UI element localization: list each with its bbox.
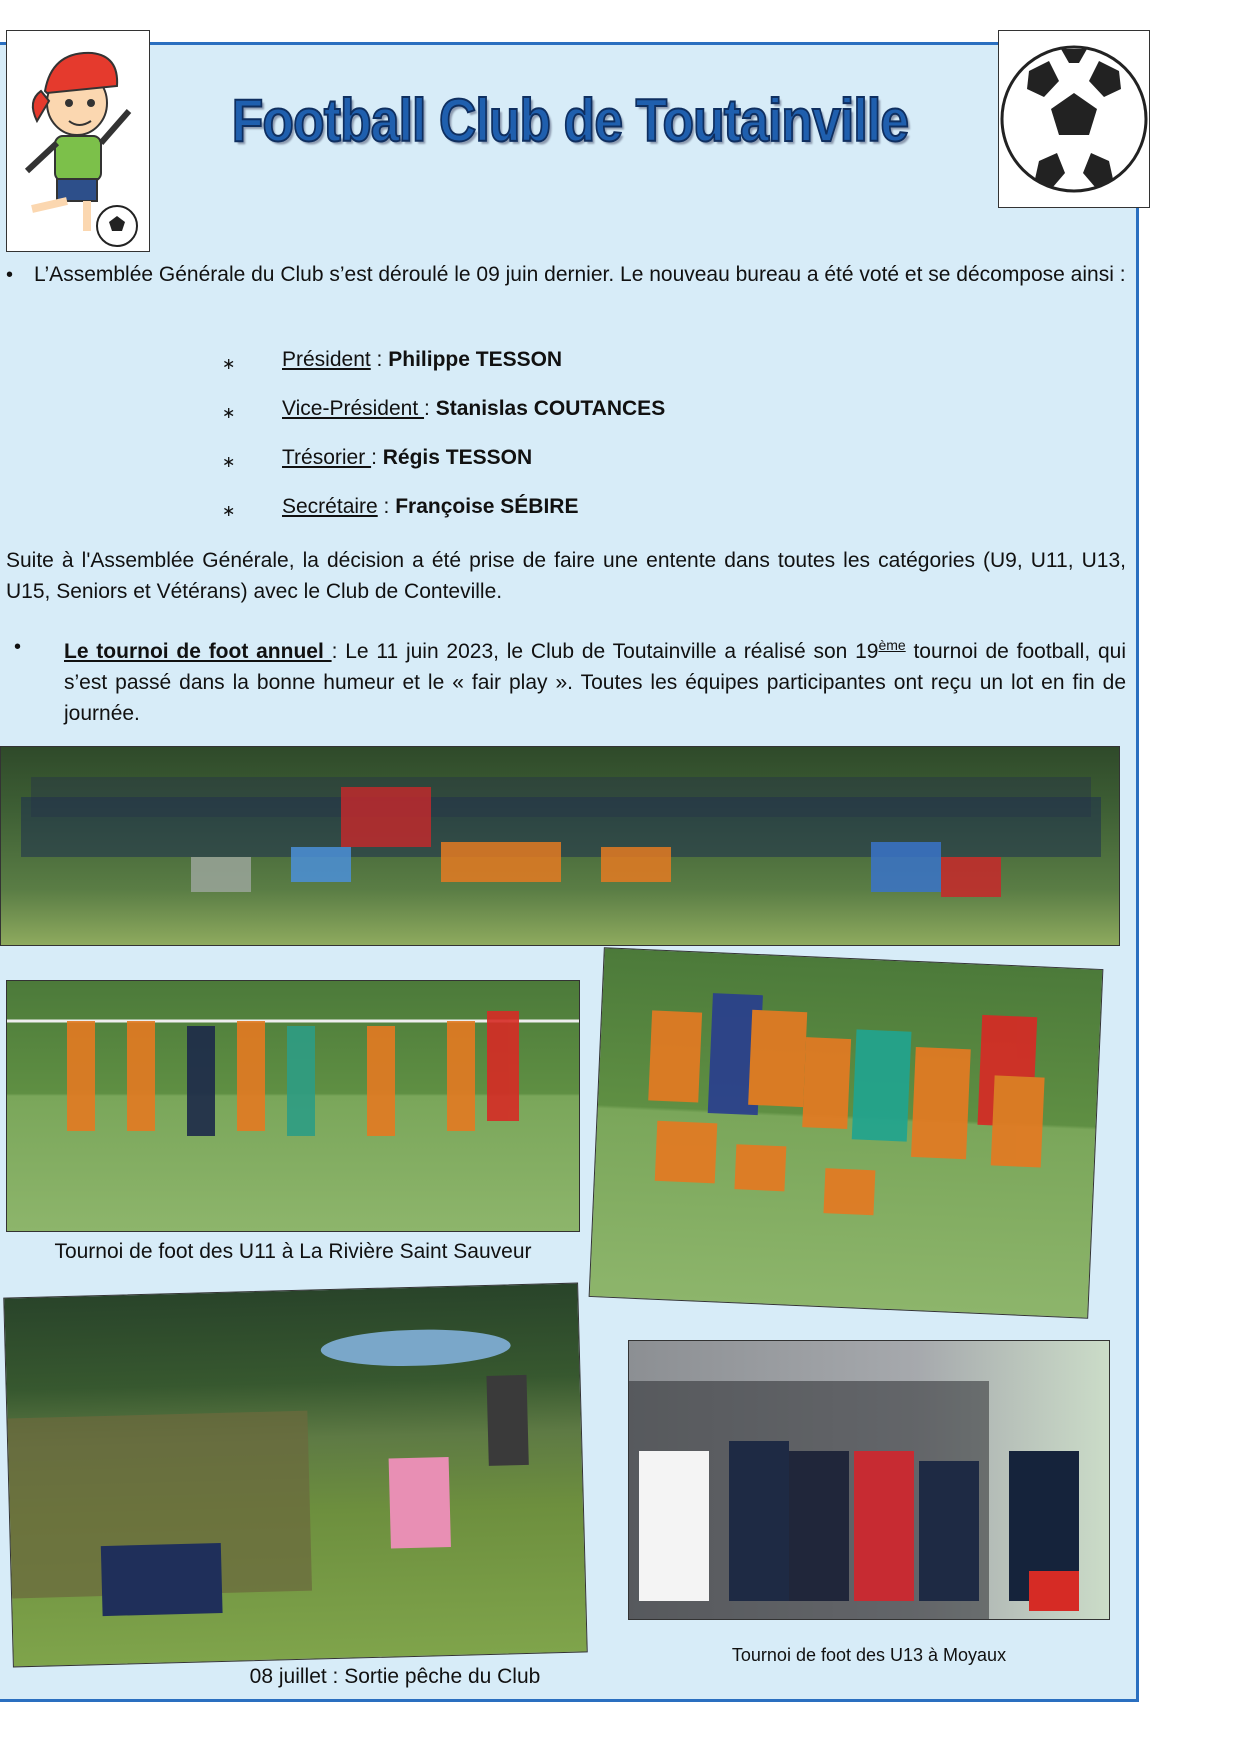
officer-vice-president bbox=[282, 397, 665, 421]
officer-role: Trésorier bbox=[282, 446, 372, 469]
officer-role: Président bbox=[282, 348, 371, 371]
star-bullet-icon: ∗ bbox=[222, 503, 236, 520]
star-bullet-icon: ∗ bbox=[222, 454, 236, 471]
officer-treasurer bbox=[282, 446, 532, 470]
star-bullet-icon: ∗ bbox=[222, 405, 236, 422]
tournament-sup: ème bbox=[878, 637, 906, 653]
tournament-text-rest: tournoi de football, qui s’est passé dans la bonne humeur et le « fair play ». Toutes les équipes participantes ont reçu un lot en fin de journée. bbox=[64, 640, 1126, 725]
decision-paragraph: Suite à l'Assemblée Générale, la décision a été prise de faire une entente dans toutes les catégories (U9, U11, U13, U15, Seniors et Vétérans) avec le Club de Conteville. bbox=[6, 549, 1126, 603]
bullet-icon: • bbox=[14, 636, 22, 658]
u13-caption: Tournoi de foot des U13 à Moyaux bbox=[731, 1645, 1007, 1665]
star-bullet-icon: ∗ bbox=[222, 356, 236, 373]
officer-sep: : bbox=[370, 348, 389, 371]
officer-name: Stanislas COUTANCES bbox=[435, 397, 666, 420]
officer-role: Secrétaire bbox=[282, 495, 378, 518]
soccer-ball-image bbox=[998, 30, 1150, 208]
officer-secretary bbox=[282, 495, 578, 519]
officer-name: Françoise SÉBIRE bbox=[395, 495, 579, 518]
officer-president bbox=[282, 348, 562, 372]
team-photo bbox=[589, 947, 1104, 1318]
officer-name: Philippe TESSON bbox=[388, 348, 563, 371]
bullet-icon: • bbox=[6, 264, 14, 286]
group-photo bbox=[0, 746, 1120, 946]
officer-name: Régis TESSON bbox=[382, 446, 533, 469]
tournament-paragraph bbox=[64, 630, 1126, 729]
officer-role: Vice-Président bbox=[282, 397, 425, 420]
u13-tournament-photo bbox=[628, 1340, 1110, 1620]
fishing-outing-photo bbox=[3, 1283, 587, 1668]
u11-tournament-photo bbox=[6, 980, 580, 1232]
tournament-text: : Le 11 juin 2023, le Club de Toutainville a réalisé son 19 bbox=[331, 640, 879, 663]
u11-caption: Tournoi de foot des U11 à La Rivière Saint Sauveur bbox=[54, 1240, 532, 1263]
tournament-heading: Le tournoi de foot annuel bbox=[64, 640, 332, 663]
page-title: Football Club de Toutainville bbox=[231, 87, 909, 154]
officer-sep: : bbox=[377, 495, 396, 518]
officer-sep: : bbox=[424, 397, 436, 420]
fishing-caption: 08 juillet : Sortie pêche du Club bbox=[249, 1665, 541, 1688]
intro-paragraph: L’Assemblée Générale du Club s’est déroulé le 09 juin dernier. Le nouveau bureau a été voté et se décompose ainsi : bbox=[34, 263, 1126, 286]
cartoon-player-image bbox=[6, 30, 150, 252]
officer-sep: : bbox=[371, 446, 383, 469]
